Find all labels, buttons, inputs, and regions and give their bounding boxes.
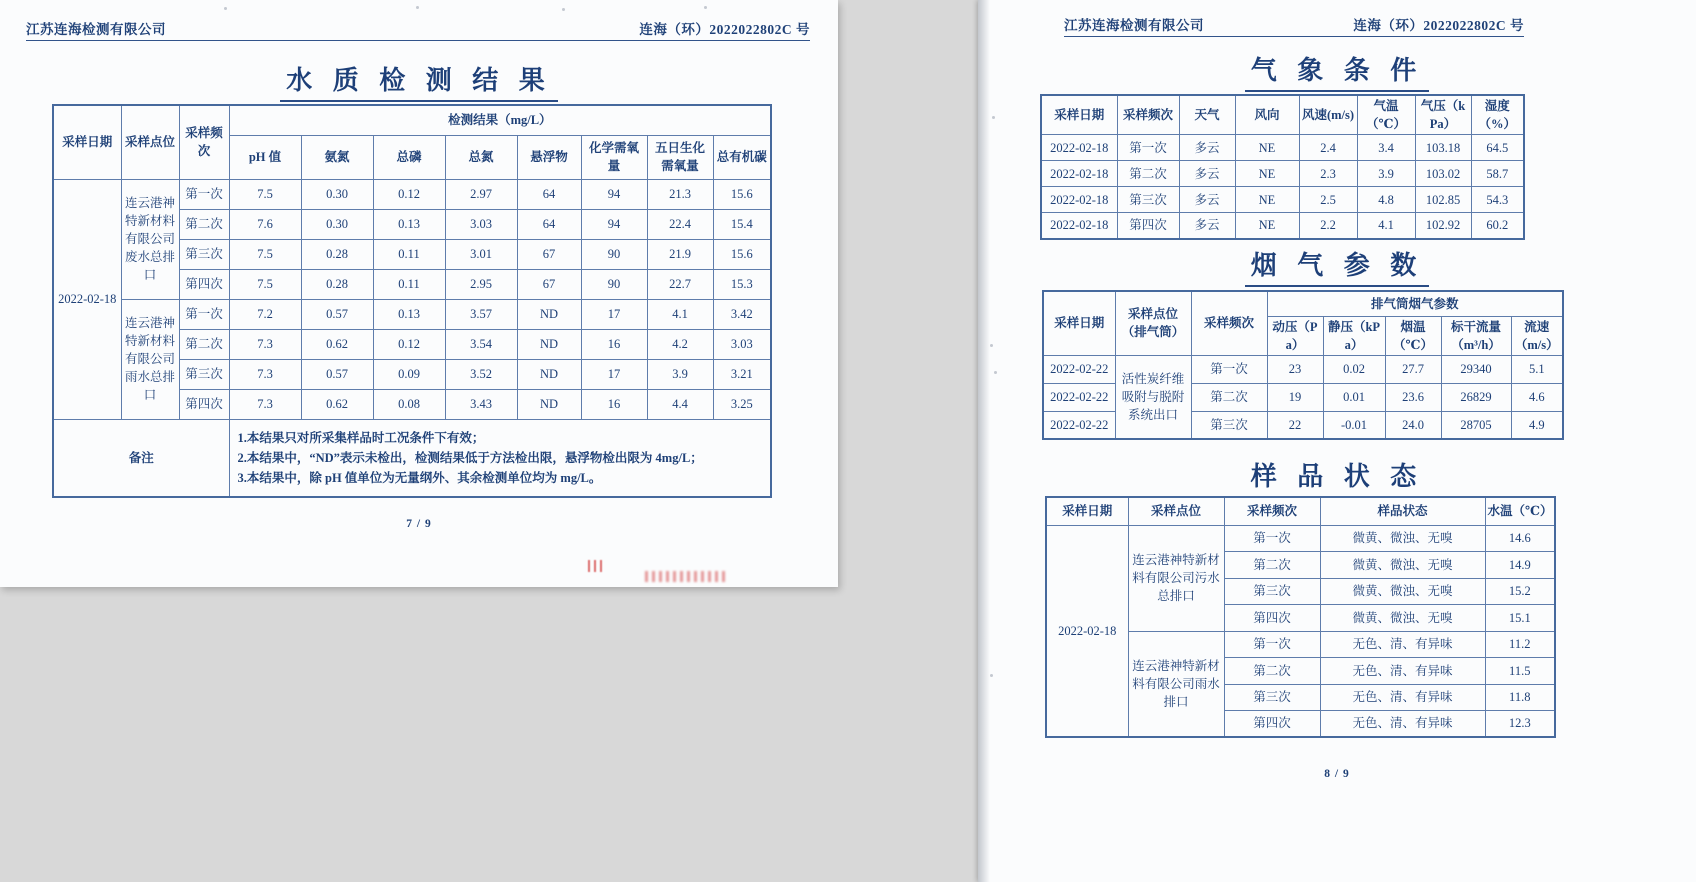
result-value-cell: 3.52 [445,359,517,389]
weather-value-cell: 第三次 [1117,187,1179,213]
sample-frequency-cell: 第三次 [179,359,229,389]
result-value-cell: 3.9 [647,359,713,389]
water-temp-cell: 12.3 [1485,711,1555,738]
weather-value-cell: 多云 [1179,187,1235,213]
sample-frequency-cell: 第二次 [179,329,229,359]
sample-location-cell: 连云港神特新材料有限公司污水总排口 [1128,525,1224,631]
weather-value-cell: NE [1235,161,1299,187]
sample-frequency-cell: 第一次 [179,179,229,209]
weather-value-cell: 2.4 [1299,135,1357,161]
sample-status-table [1045,496,1556,738]
column-header-dynamic-pressure: 动压（Pa） [1267,316,1323,355]
weather-table-body [1041,135,1524,239]
flue-value-cell: 0.01 [1323,383,1385,411]
column-header-date: 采样日期 [1043,291,1115,355]
page-title: 水 质 检 测 结 果 [280,60,558,102]
water-temp-cell: 15.2 [1485,578,1555,605]
flue-table-body [1043,355,1563,439]
sample-status-cell: 微黄、微浊、无嗅 [1320,552,1485,579]
column-header-static-pressure: 静压（kPa） [1323,316,1385,355]
column-header-frequency: 采样频次 [1224,497,1320,525]
title-wrap [978,50,1696,92]
sample-frequency-cell: 第三次 [1224,684,1320,711]
result-value-cell: 0.30 [301,179,373,209]
scan-speck [992,116,995,119]
weather-section-title: 气 象 条 件 [1245,50,1430,92]
weather-value-cell: 多云 [1179,213,1235,239]
page-right-conditions [978,0,1696,882]
sample-frequency-cell: 第二次 [1224,658,1320,685]
weather-value-cell: 2022-02-18 [1041,135,1117,161]
sample-frequency-cell: 第四次 [1224,711,1320,738]
column-header-stack-params-span: 排气筒烟气参数 [1267,291,1563,316]
result-value-cell: 15.6 [713,239,771,269]
result-value-cell: 3.42 [713,299,771,329]
sample-frequency-cell: 第一次 [179,299,229,329]
result-value-cell: 16 [581,329,647,359]
result-value-cell: 90 [581,269,647,299]
stack-location-cell: 活性炭纤维吸附与脱附系统出口 [1115,355,1191,439]
column-header-date: 采样日期 [53,105,121,179]
result-value-cell: 0.57 [301,359,373,389]
weather-value-cell: 2022-02-18 [1041,213,1117,239]
flue-value-cell: 5.1 [1511,355,1563,383]
weather-table [1040,94,1525,240]
scan-speck [990,344,993,347]
flue-value-cell: 19 [1267,383,1323,411]
result-value-cell: 3.03 [445,209,517,239]
scan-speck [994,371,997,374]
weather-table-header [1041,95,1524,135]
document-number: 连海（环）2022022802C 号 [639,22,810,37]
water-result-row [53,179,771,209]
result-value-cell: 7.3 [229,389,301,419]
result-value-cell: 0.62 [301,389,373,419]
weather-value-cell: 4.8 [1357,187,1415,213]
sample-status-cell: 微黄、微浊、无嗅 [1320,525,1485,552]
result-value-cell: 0.12 [373,329,445,359]
scan-speck [704,6,707,9]
result-value-cell: 67 [517,269,581,299]
weather-value-cell: 54.3 [1471,187,1524,213]
weather-row [1041,213,1524,239]
flue-value-cell: 23 [1267,355,1323,383]
scan-speck [416,6,419,9]
column-header-weather: 天气 [1179,95,1235,135]
column-header-bod5: 五日生化需氧量 [647,135,713,179]
result-value-cell: 15.6 [713,179,771,209]
weather-value-cell: 第四次 [1117,213,1179,239]
result-value-cell: ND [517,359,581,389]
result-value-cell: 7.3 [229,329,301,359]
column-header-toc: 总有机碳 [713,135,771,179]
flue-value-cell: 23.6 [1385,383,1441,411]
sample-frequency-cell: 第二次 [1224,552,1320,579]
column-header-air-temp: 气温（℃） [1357,95,1415,135]
result-value-cell: 0.11 [373,239,445,269]
title-wrap [0,60,838,102]
result-value-cell: 0.57 [301,299,373,329]
result-value-cell: 2.97 [445,179,517,209]
sample-frequency-cell: 第二次 [179,209,229,239]
column-header-ammonia: 氨氮 [301,135,373,179]
result-value-cell: 0.28 [301,269,373,299]
result-value-cell: 0.12 [373,179,445,209]
document-header [1064,14,1524,37]
weather-value-cell: 2.3 [1299,161,1357,187]
sample-frequency-cell: 第四次 [1224,605,1320,632]
result-value-cell: 7.5 [229,179,301,209]
result-value-cell: 94 [581,209,647,239]
result-value-cell: 4.2 [647,329,713,359]
result-value-cell: 21.9 [647,239,713,269]
sample-date-cell: 2022-02-22 [1043,411,1115,439]
sample-date-cell: 2022-02-22 [1043,383,1115,411]
result-value-cell: 4.1 [647,299,713,329]
remark-body [229,419,771,497]
sample-table-header [1046,497,1555,525]
result-value-cell: 64 [517,179,581,209]
result-value-cell: ND [517,329,581,359]
weather-value-cell: 3.4 [1357,135,1415,161]
result-value-cell: 22.7 [647,269,713,299]
sample-date-cell: 2022-02-18 [53,179,121,419]
water-table-remarks [53,419,771,497]
flue-gas-table [1042,290,1564,440]
red-stamp-mark [645,571,727,582]
document-header [26,18,810,41]
column-header-wind-speed: 风速(m/s) [1299,95,1357,135]
flue-value-cell: 22 [1267,411,1323,439]
weather-value-cell: 2.2 [1299,213,1357,239]
result-value-cell: 22.4 [647,209,713,239]
result-value-cell: 3.57 [445,299,517,329]
sample-status-cell: 无色、清、有异味 [1320,658,1485,685]
weather-value-cell: 102.85 [1415,187,1471,213]
column-header-results-span: 检测结果（mg/L） [229,105,771,135]
sample-frequency-cell: 第一次 [1224,631,1320,658]
result-value-cell: 0.62 [301,329,373,359]
column-header-frequency: 采样频次 [179,105,229,179]
weather-value-cell: 102.92 [1415,213,1471,239]
column-header-date: 采样日期 [1046,497,1128,525]
result-value-cell: ND [517,389,581,419]
document-number: 连海（环）2022022802C 号 [1353,18,1524,33]
remark-line: 2.本结果中，“ND”表示未检出，检测结果低于方法检出限，悬浮物检出限为 4mg/L； [237,450,703,465]
weather-value-cell: 第一次 [1117,135,1179,161]
water-temp-cell: 11.8 [1485,684,1555,711]
column-header-total-phosphorus: 总磷 [373,135,445,179]
column-header-wind-direction: 风向 [1235,95,1299,135]
result-value-cell: 21.3 [647,179,713,209]
column-header-total-nitrogen: 总氮 [445,135,517,179]
flue-value-cell: 4.6 [1511,383,1563,411]
column-header-standard-flow: 标干流量（m³/h） [1441,316,1511,355]
title-wrap [978,456,1696,498]
weather-value-cell: 多云 [1179,135,1235,161]
column-header-frequency: 采样频次 [1191,291,1267,355]
weather-row [1041,135,1524,161]
result-value-cell: 0.11 [373,269,445,299]
sample-status-cell: 微黄、微浊、无嗅 [1320,605,1485,632]
page-number: 8 / 9 [1324,768,1350,780]
result-value-cell: 3.54 [445,329,517,359]
result-value-cell: 17 [581,359,647,389]
sample-frequency-cell: 第三次 [179,239,229,269]
column-header-cod: 化学需氧量 [581,135,647,179]
weather-value-cell: NE [1235,187,1299,213]
result-value-cell: 0.13 [373,209,445,239]
column-header-flue-temp: 烟温（℃） [1385,316,1441,355]
flue-value-cell: 0.02 [1323,355,1385,383]
flue-table-header [1043,291,1563,355]
water-result-row [53,299,771,329]
column-header-suspended-solids: 悬浮物 [517,135,581,179]
weather-value-cell: 多云 [1179,161,1235,187]
scan-speck [990,674,993,677]
weather-value-cell: 第二次 [1117,161,1179,187]
flue-value-cell: 28705 [1441,411,1511,439]
result-value-cell: 3.03 [713,329,771,359]
sample-status-cell: 无色、清、有异味 [1320,631,1485,658]
weather-value-cell: 2022-02-18 [1041,161,1117,187]
remark-label: 备注 [53,419,229,497]
company-name: 江苏连海检测有限公司 [1064,18,1204,33]
weather-value-cell: 103.02 [1415,161,1471,187]
sample-status-cell: 微黄、微浊、无嗅 [1320,578,1485,605]
page-left-water-quality [0,0,838,587]
water-quality-table [52,104,772,498]
sample-date-cell: 2022-02-18 [1046,525,1128,737]
result-value-cell: 3.21 [713,359,771,389]
sample-status-cell: 无色、清、有异味 [1320,684,1485,711]
result-value-cell: 7.5 [229,269,301,299]
result-value-cell: 3.43 [445,389,517,419]
sample-date-cell: 2022-02-22 [1043,355,1115,383]
result-value-cell: 0.09 [373,359,445,389]
weather-row [1041,187,1524,213]
sample-frequency-cell: 第三次 [1224,578,1320,605]
column-header-ph: pH 值 [229,135,301,179]
result-value-cell: 64 [517,209,581,239]
company-name: 江苏连海检测有限公司 [26,22,166,37]
weather-value-cell: 4.1 [1357,213,1415,239]
result-value-cell: ND [517,299,581,329]
result-value-cell: 3.01 [445,239,517,269]
result-value-cell: 90 [581,239,647,269]
water-temp-cell: 14.6 [1485,525,1555,552]
water-temp-cell: 11.5 [1485,658,1555,685]
sample-section-title: 样 品 状 态 [1245,456,1430,498]
remark-line: 3.本结果中，除 pH 值单位为无量纲外、其余检测单位均为 mg/L。 [237,470,602,485]
result-value-cell: 0.13 [373,299,445,329]
sample-frequency-cell: 第四次 [179,389,229,419]
result-value-cell: 0.28 [301,239,373,269]
flue-value-cell: 24.0 [1385,411,1441,439]
water-table-header [53,105,771,179]
weather-value-cell: 103.18 [1415,135,1471,161]
column-header-stack-location: 采样点位（排气筒） [1115,291,1191,355]
weather-value-cell: NE [1235,213,1299,239]
result-value-cell: 7.3 [229,359,301,389]
sample-status-cell: 无色、清、有异味 [1320,711,1485,738]
scan-speck [224,7,227,10]
sample-frequency-cell: 第一次 [1224,525,1320,552]
weather-value-cell: NE [1235,135,1299,161]
result-value-cell: 7.5 [229,239,301,269]
column-header-location: 采样点位 [121,105,179,179]
flue-value-cell: 26829 [1441,383,1511,411]
result-value-cell: 67 [517,239,581,269]
column-header-humidity: 湿度（%） [1471,95,1524,135]
water-temp-cell: 15.1 [1485,605,1555,632]
result-value-cell: 3.25 [713,389,771,419]
weather-value-cell: 2022-02-18 [1041,187,1117,213]
weather-row [1041,161,1524,187]
flue-value-cell: 4.9 [1511,411,1563,439]
weather-value-cell: 58.7 [1471,161,1524,187]
flue-value-cell: -0.01 [1323,411,1385,439]
flue-value-cell: 29340 [1441,355,1511,383]
result-value-cell: 4.4 [647,389,713,419]
flue-value-cell: 27.7 [1385,355,1441,383]
sample-frequency-cell: 第一次 [1191,355,1267,383]
water-table-body [53,179,771,419]
sample-frequency-cell: 第三次 [1191,411,1267,439]
sample-location-cell: 连云港神特新材料有限公司雨水排口 [1128,631,1224,737]
result-value-cell: 7.6 [229,209,301,239]
sample-location-cell: 连云港神特新材料有限公司废水总排口 [121,179,179,299]
result-value-cell: 15.4 [713,209,771,239]
red-stamp-mark [588,560,602,572]
water-temp-cell: 11.2 [1485,631,1555,658]
column-header-frequency: 采样频次 [1117,95,1179,135]
column-header-pressure: 气压（kPa） [1415,95,1471,135]
water-temp-cell: 14.9 [1485,552,1555,579]
column-header-status: 样品状态 [1320,497,1485,525]
column-header-water-temp: 水温（℃） [1485,497,1555,525]
title-wrap [978,245,1696,287]
weather-value-cell: 60.2 [1471,213,1524,239]
weather-value-cell: 64.5 [1471,135,1524,161]
remark-line: 1.本结果只对所采集样品时工况条件下有效； [237,430,485,445]
result-value-cell: 15.3 [713,269,771,299]
sample-status-row [1046,525,1555,552]
page-number: 7 / 9 [406,518,432,530]
result-value-cell: 17 [581,299,647,329]
column-header-velocity: 流速（m/s） [1511,316,1563,355]
sample-location-cell: 连云港神特新材料有限公司雨水总排口 [121,299,179,419]
result-value-cell: 7.2 [229,299,301,329]
column-header-date: 采样日期 [1041,95,1117,135]
weather-value-cell: 3.9 [1357,161,1415,187]
result-value-cell: 94 [581,179,647,209]
sample-table-body [1046,525,1555,737]
result-value-cell: 16 [581,389,647,419]
flue-section-title: 烟 气 参 数 [1245,245,1430,287]
column-header-location: 采样点位 [1128,497,1224,525]
result-value-cell: 0.30 [301,209,373,239]
weather-value-cell: 2.5 [1299,187,1357,213]
sample-frequency-cell: 第二次 [1191,383,1267,411]
result-value-cell: 0.08 [373,389,445,419]
sample-frequency-cell: 第四次 [179,269,229,299]
scan-speck [562,8,565,11]
flue-row [1043,355,1563,383]
result-value-cell: 2.95 [445,269,517,299]
